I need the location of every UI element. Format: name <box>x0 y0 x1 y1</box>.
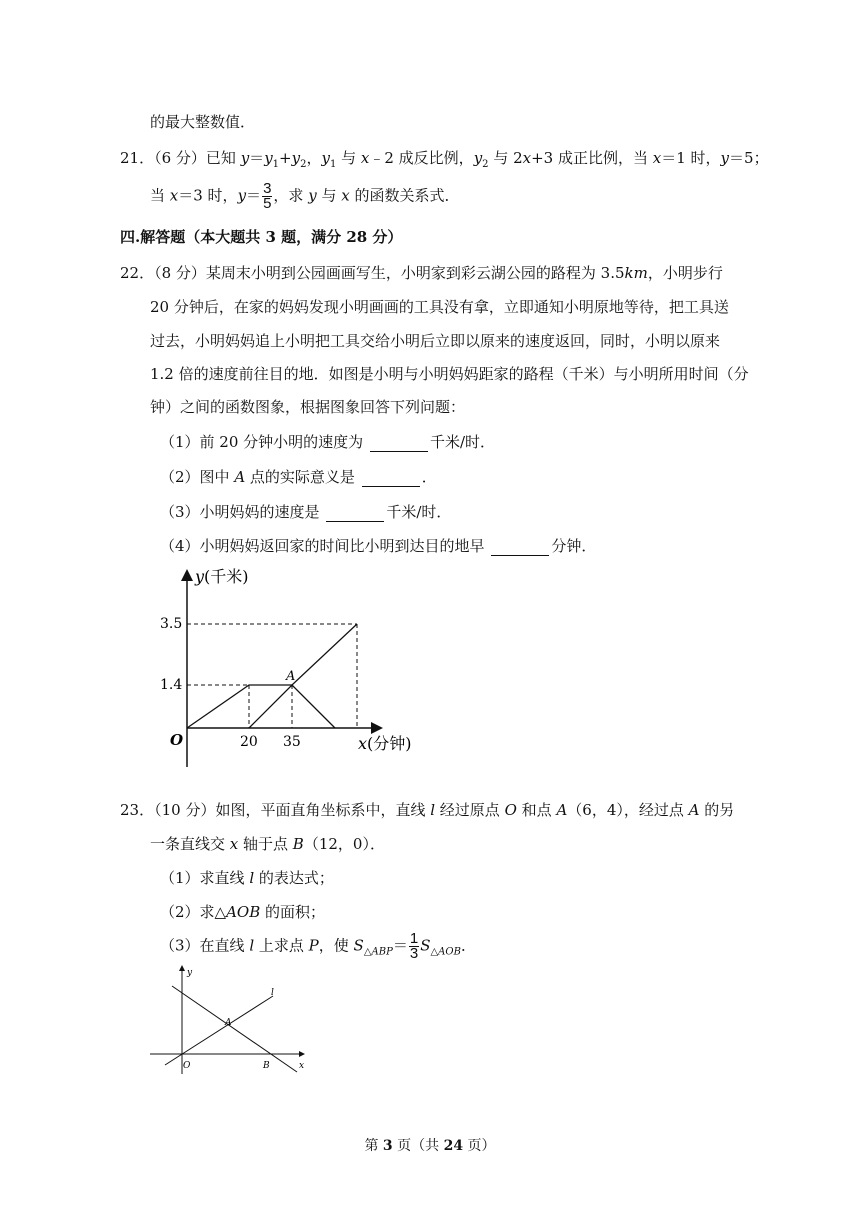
text: 的另 <box>699 801 735 819</box>
numerator: 3 <box>263 180 272 197</box>
text: +3 成正比例，当 <box>531 149 653 167</box>
question-23-sub1 <box>160 868 334 888</box>
text: （2）图中 <box>160 468 235 486</box>
line-l <box>165 996 273 1065</box>
var: x <box>169 186 179 205</box>
text: （1）前 20 分钟小明的速度为 <box>160 433 368 451</box>
var: y <box>720 149 730 167</box>
sub: 1 <box>272 159 280 170</box>
section-title: 四.解答题（本大题共 3 题，满分 28 分） <box>120 228 403 246</box>
text: 23．（10 分）如图，平面直角坐标系中，直线 <box>120 801 431 819</box>
text: 经过原点 <box>435 801 505 819</box>
text: 20 分钟后，在家的妈妈发现小明画画的工具没有拿，立即通知小明原地等待，把工具送 <box>150 298 729 316</box>
text: 与 <box>336 149 361 167</box>
question-22-line2 <box>150 297 729 317</box>
text: 的面积； <box>260 903 326 921</box>
text: 页（共 <box>392 1138 444 1154</box>
distance-time-graph <box>150 562 412 762</box>
question-22-line5 <box>150 397 465 417</box>
text: （2）求△ <box>160 903 227 921</box>
var: y <box>237 186 247 205</box>
var: l <box>249 936 255 955</box>
text: ． <box>460 936 476 955</box>
l-label: l <box>271 988 274 998</box>
text: （12，0）． <box>303 835 385 853</box>
var: y <box>240 149 250 167</box>
text: （4）小明妈妈返回家的时间比小明到达目的地早 <box>160 537 490 555</box>
var: B <box>292 835 304 853</box>
line-ab <box>172 986 297 1072</box>
section-heading <box>120 227 402 247</box>
text: 1.2 倍的速度前往目的地．如图是小明与小明妈妈距家的路程（千米）与小明所用时间（分 <box>150 365 749 383</box>
text: （1）求直线 <box>160 869 250 887</box>
var: x <box>522 149 532 167</box>
b-label: B <box>263 1061 270 1071</box>
text: ＝ <box>249 149 265 167</box>
answer-blank <box>370 437 428 452</box>
text: 过去，小明妈妈追上小明把工具交给小明后立即以原来的速度返回，同时，小明以原来 <box>150 332 721 350</box>
var: A <box>688 801 700 819</box>
text: （3）小明妈妈的速度是 <box>160 503 325 521</box>
text: ＝1 时， <box>661 149 721 167</box>
var: y <box>308 186 317 205</box>
xiaoming-path <box>187 624 357 728</box>
text: 一条直线交 <box>150 835 230 853</box>
text: （3）在直线 <box>160 936 250 955</box>
numerator: 1 <box>409 930 419 947</box>
text: ，小明步行 <box>647 264 723 282</box>
var: y <box>473 149 483 167</box>
var: y <box>321 149 330 167</box>
text: 的表达式； <box>254 869 334 887</box>
x-tick-20: 20 <box>240 734 258 750</box>
text: + <box>279 149 292 167</box>
var: P <box>308 936 319 955</box>
text: ，求 <box>273 186 309 205</box>
x-axis-label: x(分钟) <box>358 734 412 753</box>
question-22-sub4 <box>160 536 596 556</box>
var: x <box>360 149 370 167</box>
text: ， <box>306 149 322 167</box>
y-label: y <box>187 968 193 978</box>
text: ＝5； <box>729 149 769 167</box>
var: y <box>291 149 301 167</box>
var: S <box>420 936 431 955</box>
var: A <box>556 801 568 819</box>
question-22-sub2 <box>160 467 437 487</box>
text: （6，4），经过点 <box>567 801 689 819</box>
question-23-sub3 <box>160 932 476 963</box>
var: S <box>353 936 364 955</box>
text: ＝ <box>392 936 408 955</box>
text: ，使 <box>318 936 354 955</box>
text: 22．（8 分）某周末小明到公园画画写生，小明家到彩云湖公园的路程为 3.5 <box>120 264 625 282</box>
coordinate-diagram <box>145 962 315 1077</box>
page-footer <box>0 1136 860 1156</box>
y-axis-label: y(千米) <box>195 567 249 586</box>
answer-blank <box>362 472 420 487</box>
unit: km <box>624 264 648 282</box>
text: ﹣2 成反比例， <box>369 149 474 167</box>
var: x <box>652 149 662 167</box>
question-22-line4 <box>150 364 749 384</box>
question-23-sub2 <box>160 902 325 922</box>
answer-blank <box>491 541 549 556</box>
var: A <box>234 468 246 486</box>
question-22-sub1 <box>160 432 495 452</box>
text: ＝3 时， <box>178 186 238 205</box>
point-a-label: A <box>286 669 296 684</box>
question-22-line1 <box>120 263 723 283</box>
sub: △AOB <box>430 946 461 958</box>
text: 页） <box>463 1138 496 1154</box>
sub: 2 <box>482 159 489 170</box>
question-22-sub3 <box>160 502 451 522</box>
text: 的最大整数值． <box>150 113 256 131</box>
var: l <box>249 869 255 887</box>
sub: △ABP <box>363 946 393 958</box>
var: O <box>504 801 517 819</box>
question-number: 21． <box>120 149 155 167</box>
text: 点的实际意义是 <box>245 468 360 486</box>
question-21-line2 <box>150 182 459 211</box>
x-tick-35: 35 <box>283 734 301 750</box>
question-23-line2 <box>150 834 385 854</box>
text: （6 分）已知 <box>154 149 241 167</box>
answer-blank <box>326 507 384 522</box>
origin-label: O <box>170 731 184 749</box>
y-tick-3.5: 3.5 <box>160 616 183 632</box>
question-23-line1 <box>120 800 734 820</box>
text: 的函数关系式． <box>349 186 460 205</box>
text: 分钟． <box>551 537 597 555</box>
text: 当 <box>150 186 170 205</box>
text: 千米/时． <box>386 503 452 521</box>
var: x <box>341 186 350 205</box>
text: 千米/时． <box>429 433 495 451</box>
question-22-line3 <box>150 331 720 351</box>
text: ＝ <box>246 186 262 205</box>
denominator: 5 <box>263 195 272 212</box>
x-label: x <box>299 1061 305 1071</box>
text: 与 2 <box>488 149 523 167</box>
text: 轴于点 <box>238 835 293 853</box>
var: AOB <box>226 903 261 921</box>
text: ． <box>421 468 437 486</box>
text: 钟）之间的函数图象，根据图象回答下列问题： <box>150 398 466 416</box>
a-label: A <box>225 1018 232 1028</box>
page-total: 24 <box>443 1138 464 1154</box>
text: 上求点 <box>254 936 309 955</box>
var: x <box>229 835 239 853</box>
var: y <box>264 149 273 167</box>
sub: 2 <box>300 159 307 170</box>
sub: 1 <box>329 159 337 170</box>
fraction <box>262 182 272 211</box>
text-line <box>150 112 255 132</box>
var: l <box>430 801 436 819</box>
text: 与 <box>316 186 342 205</box>
y-tick-1.4: 1.4 <box>160 677 183 693</box>
o-label: O <box>183 1061 191 1071</box>
denominator: 3 <box>409 945 419 962</box>
page-number: 3 <box>382 1138 393 1154</box>
text: 第 <box>364 1138 383 1154</box>
question-21-line1 <box>120 148 769 175</box>
fraction <box>409 932 419 961</box>
text: 和点 <box>516 801 557 819</box>
